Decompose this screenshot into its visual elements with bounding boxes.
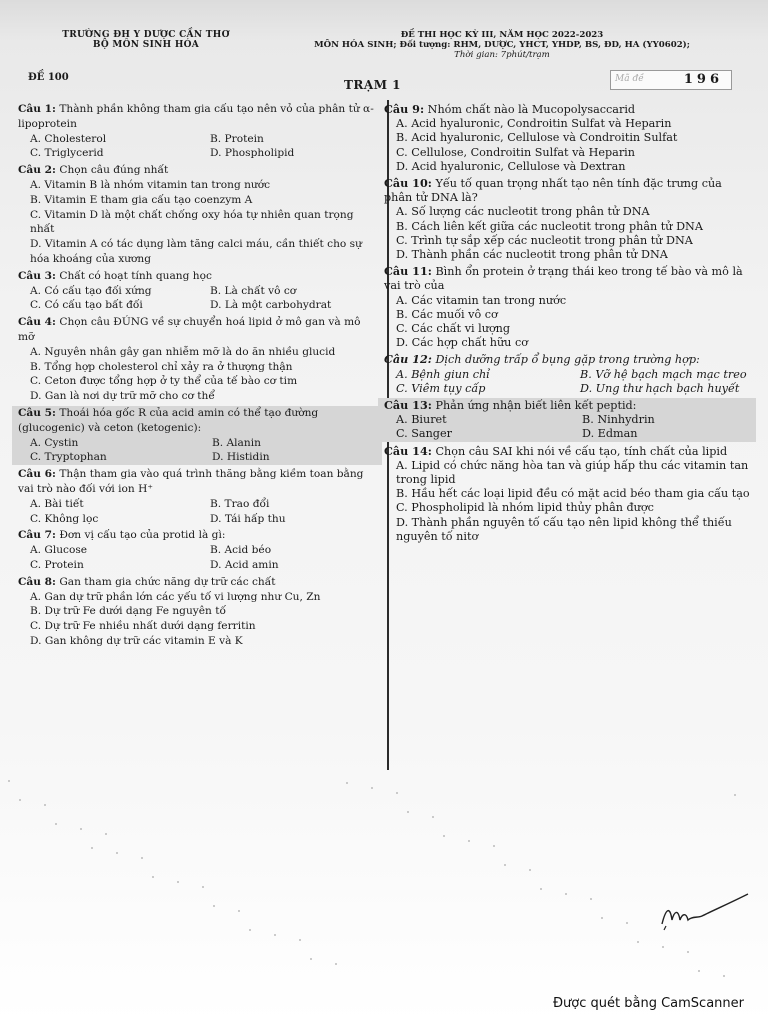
question-text: Thoái hóa gốc R của acid amin có thể tạo đường (glucogenic) và ceton (ketogenic): <box>18 406 319 434</box>
question-title <box>18 406 382 436</box>
answer-option: B. Acid béo <box>210 544 272 557</box>
exam-info <box>262 30 742 60</box>
answer-option: D. Tái hấp thu <box>210 512 286 525</box>
de-number: ĐỀ 100 <box>28 72 69 83</box>
answer-option: A. Acid hyaluronic, Condroitin Sulfat và Heparin <box>396 117 672 131</box>
scan-speckle <box>734 794 736 796</box>
question <box>18 315 378 404</box>
answer-option: C. Có cấu tạo bất đối <box>30 299 143 312</box>
answer-option: D. Acid amin <box>210 558 279 571</box>
answer-option: B. Hầu hết các loại lipid đều có mặt acid béo tham gia cấu tạo <box>396 487 750 501</box>
option-row <box>18 512 378 527</box>
question-number: Câu 10: <box>384 176 432 191</box>
answer-option: B. Dự trữ Fe dưới dạng Fe nguyên tố <box>30 605 226 618</box>
scan-speckle <box>662 946 664 948</box>
answer-option: B. Ninhydrin <box>582 413 655 427</box>
answer-option: C. Ceton được tổng hợp ở ty thể của tế bào cơ tim <box>30 375 298 388</box>
question-number: Câu 11: <box>384 264 432 279</box>
question-text: Đơn vị cấu tạo của protid là gì: <box>55 529 226 542</box>
scan-speckle <box>105 833 107 835</box>
scan-speckle <box>698 970 700 972</box>
question-number: Câu 6: <box>18 468 56 481</box>
question-number: Câu 12: <box>384 352 432 367</box>
exam-code: 196 <box>683 72 723 87</box>
question-body <box>18 467 378 526</box>
question-body <box>384 264 752 350</box>
scan-speckle <box>141 857 143 859</box>
option-row <box>18 284 378 299</box>
question-title <box>18 102 378 132</box>
question-text: Chọn câu SAI khi nói về cấu tạo, tính chất của lipid <box>431 444 728 458</box>
question-body <box>12 406 382 465</box>
question-text: Nhóm chất nào là Mucopolysaccarid <box>424 103 636 116</box>
answer-option: D. Edman <box>582 427 638 441</box>
exam-title: ĐỀ THI HỌC KỲ III, NĂM HỌC 2022-2023 <box>400 30 604 40</box>
question-text: Thành phần không tham gia cấu tạo nên vỏ của phân tử α-lipoprotein <box>18 103 374 130</box>
question-body <box>18 163 378 267</box>
scan-speckle <box>601 917 603 919</box>
question-title <box>384 444 752 459</box>
answer-option: A. Gan dự trữ phần lớn các yếu tố vi lượng như Cu, Zn <box>30 590 321 603</box>
question-text: Gan tham gia chức năng dự trữ các chất <box>55 575 276 588</box>
question <box>384 102 752 174</box>
answer-option: D. Acid hyaluronic, Cellulose và Dextran <box>396 159 626 173</box>
scan-speckle <box>177 881 179 883</box>
question-text: Dịch dưỡng trấp ổ bụng gặp trong trường hợp: <box>431 353 700 367</box>
scan-speckle <box>468 840 470 842</box>
option-row <box>18 558 378 573</box>
question-body <box>18 102 378 161</box>
question-body <box>18 528 378 572</box>
scan-speckle <box>55 823 57 825</box>
scan-speckle <box>723 975 725 977</box>
answer-option: D. Các hợp chất hữu cơ <box>396 336 528 350</box>
scan-speckle <box>504 864 506 866</box>
option-row <box>384 427 756 441</box>
answer-option: A. Có cấu tạo đối xứng <box>30 284 152 297</box>
scan-speckle <box>310 958 312 960</box>
answer-option: A. Số lượng các nucleotit trong phân tử DNA <box>396 205 650 219</box>
answer-option: B. Protein <box>210 132 264 145</box>
option-row <box>18 497 378 512</box>
scan-speckle <box>19 799 21 801</box>
question-body <box>378 398 756 442</box>
question-title <box>18 269 378 284</box>
answer-option: D. Histidin <box>212 451 270 464</box>
question-number: Câu 1: <box>18 103 56 115</box>
answer-option: A. Glucose <box>30 544 88 557</box>
answer-option: D. Thành phần các nucleotit trong phân tử DNA <box>396 248 668 262</box>
scan-speckle <box>249 929 251 931</box>
scanner-watermark: Được quét bằng CamScanner <box>552 996 744 1011</box>
option-row <box>384 368 752 382</box>
question-title <box>384 352 752 367</box>
question-text: Bình ổn protein ở trạng thái keo trong tế bào và mô là vai trò của <box>384 265 743 293</box>
scan-speckle <box>91 847 93 849</box>
school-name <box>36 30 256 50</box>
question-body <box>18 315 378 404</box>
option-row <box>18 132 378 147</box>
question <box>384 264 752 350</box>
answer-option: B. Tổng hợp cholesterol chỉ xảy ra ở thượng thận <box>30 360 293 373</box>
question <box>384 398 752 442</box>
scan-speckle <box>590 898 592 900</box>
option-row <box>18 543 378 558</box>
question-body <box>18 269 378 313</box>
scan-speckle <box>407 811 409 813</box>
option-row <box>18 450 382 465</box>
question-number: Câu 2: <box>18 164 56 177</box>
question-title <box>18 467 378 497</box>
answer-option: B. Acid hyaluronic, Cellulose và Condroitin Sulfat <box>396 131 678 145</box>
answer-option: B. Vitamin E tham gia cấu tạo coenzym A <box>30 193 253 206</box>
answer-option: C. Trình tự sắp xếp các nucleotit trong phân tử DNA <box>396 233 693 247</box>
question <box>18 528 378 572</box>
answer-option: B. Các muối vô cơ <box>396 307 498 321</box>
answer-option: A. Cystin <box>30 436 79 449</box>
scan-speckle <box>687 951 689 953</box>
answer-option: A. Biuret <box>396 413 447 427</box>
question-number: Câu 5: <box>18 406 56 419</box>
question <box>18 163 378 267</box>
scan-speckle <box>371 787 373 789</box>
scan-speckle <box>116 852 118 854</box>
exam-subject: MÔN HÓA SINH; Đối tượng: RHM, DƯỢC, YHCT, YHDP, BS, ĐD, HA (YY0602); <box>314 40 690 50</box>
answer-option: C. Triglycerid <box>30 147 104 160</box>
question-text: Chất có hoạt tính quang học <box>55 269 212 282</box>
answer-option: C. Phospholipid là nhóm lipid thủy phân được <box>396 501 654 515</box>
question-title <box>18 575 378 590</box>
question-number: Câu 14: <box>384 443 432 458</box>
question-title <box>384 176 752 205</box>
scan-speckle <box>493 845 495 847</box>
question-number: Câu 13: <box>384 398 432 413</box>
question-number: Câu 4: <box>18 316 56 329</box>
option-row <box>384 413 756 427</box>
answer-option: D. Ung thư hạch bạch huyết <box>580 381 740 395</box>
question-text: Thận tham gia vào quá trình thăng bằng kiềm toan bằng vai trò nào đối với ion H⁺ <box>18 468 364 495</box>
answer-option: C. Protein <box>30 558 84 571</box>
answer-option: A. Lipid có chức năng hòa tan và giúp hấp thu các vitamin tan trong lipid <box>396 458 749 487</box>
answer-option: B. Cách liên kết giữa các nucleotit trong phân tử DNA <box>396 219 703 233</box>
question-title <box>384 398 756 413</box>
question <box>18 575 378 649</box>
question <box>18 269 378 313</box>
answer-option: A. Các vitamin tan trong nước <box>396 293 567 307</box>
question <box>18 406 378 465</box>
scan-speckle <box>8 780 10 782</box>
option-row <box>18 436 382 451</box>
scan-speckle <box>80 828 82 830</box>
answer-option: C. Viêm tụy cấp <box>396 381 486 395</box>
scan-speckle <box>396 792 398 794</box>
answer-option: C. Cellulose, Condroitin Sulfat và Heparin <box>396 145 635 159</box>
scan-speckle <box>274 934 276 936</box>
scan-speckle <box>565 893 567 895</box>
scan-speckle <box>299 939 301 941</box>
scan-speckle <box>202 886 204 888</box>
question <box>18 102 378 161</box>
answer-option: C. Không lọc <box>30 512 99 525</box>
question-title <box>384 102 752 117</box>
scan-speckle <box>152 876 154 878</box>
answer-option: C. Tryptophan <box>30 451 107 464</box>
answer-option: A. Vitamin B là nhóm vitamin tan trong nước <box>30 178 271 191</box>
question-body <box>384 352 752 396</box>
scan-speckle <box>213 905 215 907</box>
department-line: BỘ MÔN SINH HÓA <box>92 40 200 50</box>
answer-option: A. Nguyên nhân gây gan nhiễm mỡ là do ăn nhiều glucid <box>30 345 336 358</box>
answer-option: D. Phospholipid <box>210 147 295 160</box>
question <box>384 444 752 544</box>
scan-speckle <box>346 782 348 784</box>
answer-option: D. Thành phần nguyên tố cấu tạo nên lipid không thể thiếu nguyên tố nitơ <box>396 515 732 543</box>
answer-option: D. Vitamin A có tác dụng làm tăng calci máu, cần thiết cho sự hóa khoáng của xương <box>30 238 362 265</box>
question-number: Câu 9: <box>384 102 425 116</box>
question-body <box>18 575 378 649</box>
answer-option: A. Bài tiết <box>30 497 84 510</box>
question-body <box>384 176 752 262</box>
question-body <box>384 102 752 174</box>
scan-speckle <box>529 869 531 871</box>
question-text: Chọn câu ĐÚNG về sự chuyển hoá lipid ở mô gan và mô mỡ <box>18 316 361 343</box>
question-body <box>384 444 752 544</box>
answer-option: B. Alanin <box>212 436 261 449</box>
question-title <box>18 315 378 345</box>
answer-option: A. Bệnh giun chỉ <box>396 367 490 381</box>
answer-option: B. Là chất vô cơ <box>210 284 297 297</box>
school-line: TRƯỜNG ĐH Y DƯỢC CẦN THƠ <box>62 30 230 40</box>
answer-option: C. Các chất vi lượng <box>396 322 511 336</box>
answer-option: C. Dự trữ Fe nhiều nhất dưới dạng ferritin <box>30 620 256 633</box>
question-title <box>18 163 378 178</box>
question-title <box>18 528 378 543</box>
scan-speckle <box>443 835 445 837</box>
exam-time: Thời gian: 7phút/trạm <box>454 50 550 60</box>
answer-option: D. Gan không dự trữ các vitamin E và K <box>30 634 243 647</box>
question <box>384 352 752 396</box>
question-text: Chọn câu đúng nhất <box>55 164 169 177</box>
question <box>384 176 752 262</box>
option-row <box>18 146 378 161</box>
scan-speckle <box>637 941 639 943</box>
answer-option: D. Gan là nơi dự trữ mỡ cho cơ thể <box>30 390 215 403</box>
answer-option: C. Sanger <box>396 427 452 441</box>
question-number: Câu 7: <box>18 529 56 542</box>
question-number: Câu 3: <box>18 269 56 282</box>
question-title <box>384 264 752 293</box>
left-column <box>18 102 378 651</box>
answer-option: B. Trao đổi <box>210 497 270 510</box>
question-text: Phản ứng nhận biết liên kết peptid: <box>431 399 637 413</box>
exam-header <box>14 30 754 90</box>
question-number: Câu 8: <box>18 575 56 588</box>
scan-speckle <box>238 910 240 912</box>
question <box>18 467 378 526</box>
exam-code-label: Mã đề <box>615 74 644 84</box>
scan-speckle <box>335 963 337 965</box>
scan-speckle <box>626 922 628 924</box>
right-column <box>384 102 752 546</box>
option-row <box>18 298 378 313</box>
scan-speckle <box>432 816 434 818</box>
answer-option: D. Là một carbohydrat <box>210 299 332 312</box>
signature-icon <box>658 890 754 940</box>
scan-speckle <box>540 888 542 890</box>
question-text: Yếu tố quan trọng nhất tạo nên tính đặc trưng của phân tử DNA là? <box>384 177 722 205</box>
answer-option: C. Vitamin D là một chất chống oxy hóa tự nhiên quan trọng nhất <box>30 208 354 236</box>
exam-code-box <box>610 70 732 90</box>
scan-speckle <box>44 804 46 806</box>
option-row <box>384 382 752 396</box>
answer-option: A. Cholesterol <box>30 132 107 145</box>
answer-option: B. Vỡ hệ bạch mạch mạc treo <box>580 367 747 381</box>
station-title: TRẠM 1 <box>344 78 402 92</box>
